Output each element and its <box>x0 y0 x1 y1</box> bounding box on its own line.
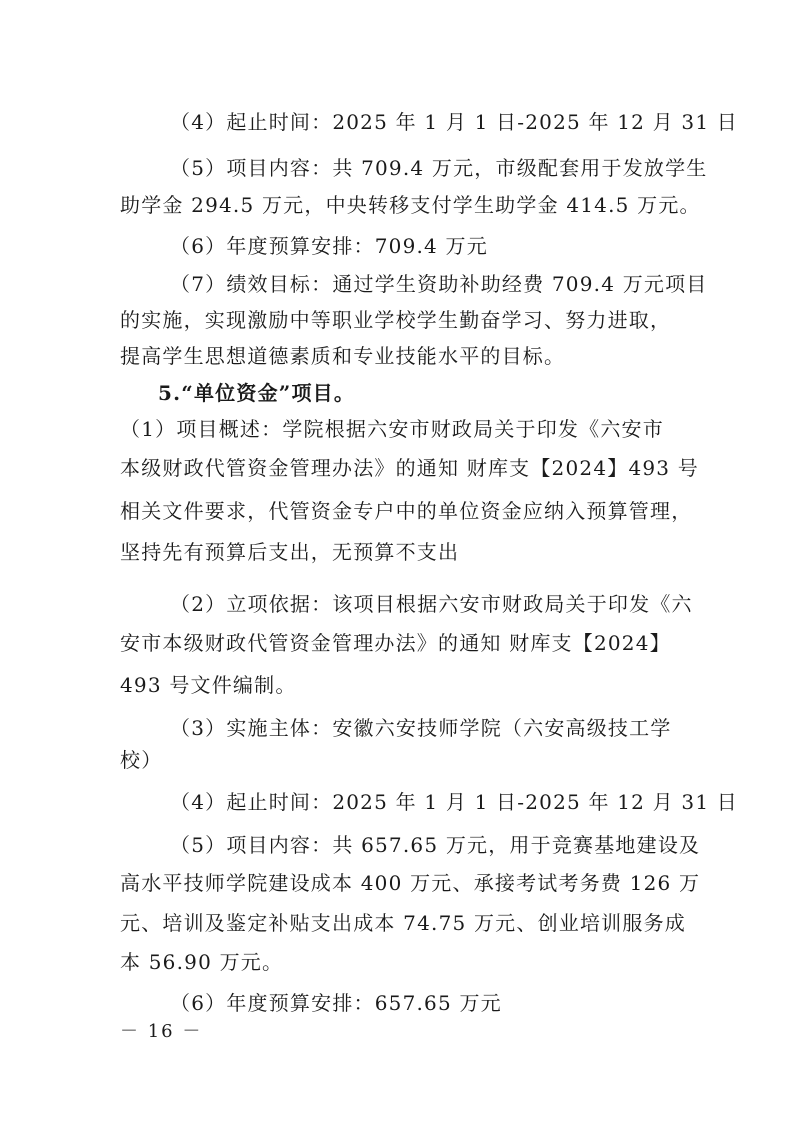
text-line: 493 号文件编制。 <box>120 673 297 697</box>
text-line: 助学金 294.5 万元，中央转移支付学生助学金 414.5 万元。 <box>120 193 701 217</box>
text-line: 相关文件要求，代管资金专户中的单位资金应纳入预算管理， <box>120 499 693 523</box>
text-line: 安市本级财政代管资金管理办法》的通知 财库支【2024】 <box>120 631 671 655</box>
text-line: （5）项目内容：共 709.4 万元，市级配套用于发放学生 <box>170 156 708 180</box>
text-line: 校） <box>120 748 163 772</box>
page-number: － 16 － <box>120 1021 203 1042</box>
text-line: （6）年度预算安排：657.65 万元 <box>170 991 502 1015</box>
text-line: （6）年度预算安排：709.4 万元 <box>170 234 488 258</box>
text-line: （5）项目内容：共 657.65 万元，用于竞赛基地建设及 <box>170 833 701 857</box>
text-line: 坚持先有预算后支出，无预算不支出 <box>120 540 460 564</box>
text-line: （1）项目概述：学院根据六安市财政局关于印发《六安市 <box>120 417 664 441</box>
text-line: （2）立项依据：该项目根据六安市财政局关于印发《六 <box>170 592 693 616</box>
text-line: 元、培训及鉴定补贴支出成本 74.75 万元、创业培训服务成 <box>120 911 686 935</box>
text-line: （7）绩效目标：通过学生资助补助经费 709.4 万元项目 <box>170 272 708 296</box>
text-line: 本级财政代管资金管理办法》的通知 财库支【2024】493 号 <box>120 456 699 480</box>
text-line: 的实施，实现激励中等职业学校学生勤奋学习、努力进取， <box>120 308 672 332</box>
section-heading: 5.“单位资金”项目。 <box>158 381 356 405</box>
text-line: （4）起止时间：2025 年 1 月 1 日-2025 年 12 月 31 日 <box>170 110 739 134</box>
text-line: 高水平技师学院建设成本 400 万元、承接考试考务费 126 万 <box>120 871 701 895</box>
text-line: 提高学生思想道德素质和专业技能水平的目标。 <box>120 344 566 368</box>
text-line: （3）实施主体：安徽六安技师学院（六安高级技工学 <box>170 716 672 740</box>
text-line: （4）起止时间：2025 年 1 月 1 日-2025 年 12 月 31 日 <box>170 790 739 814</box>
text-line: 本 56.90 万元。 <box>120 950 284 974</box>
